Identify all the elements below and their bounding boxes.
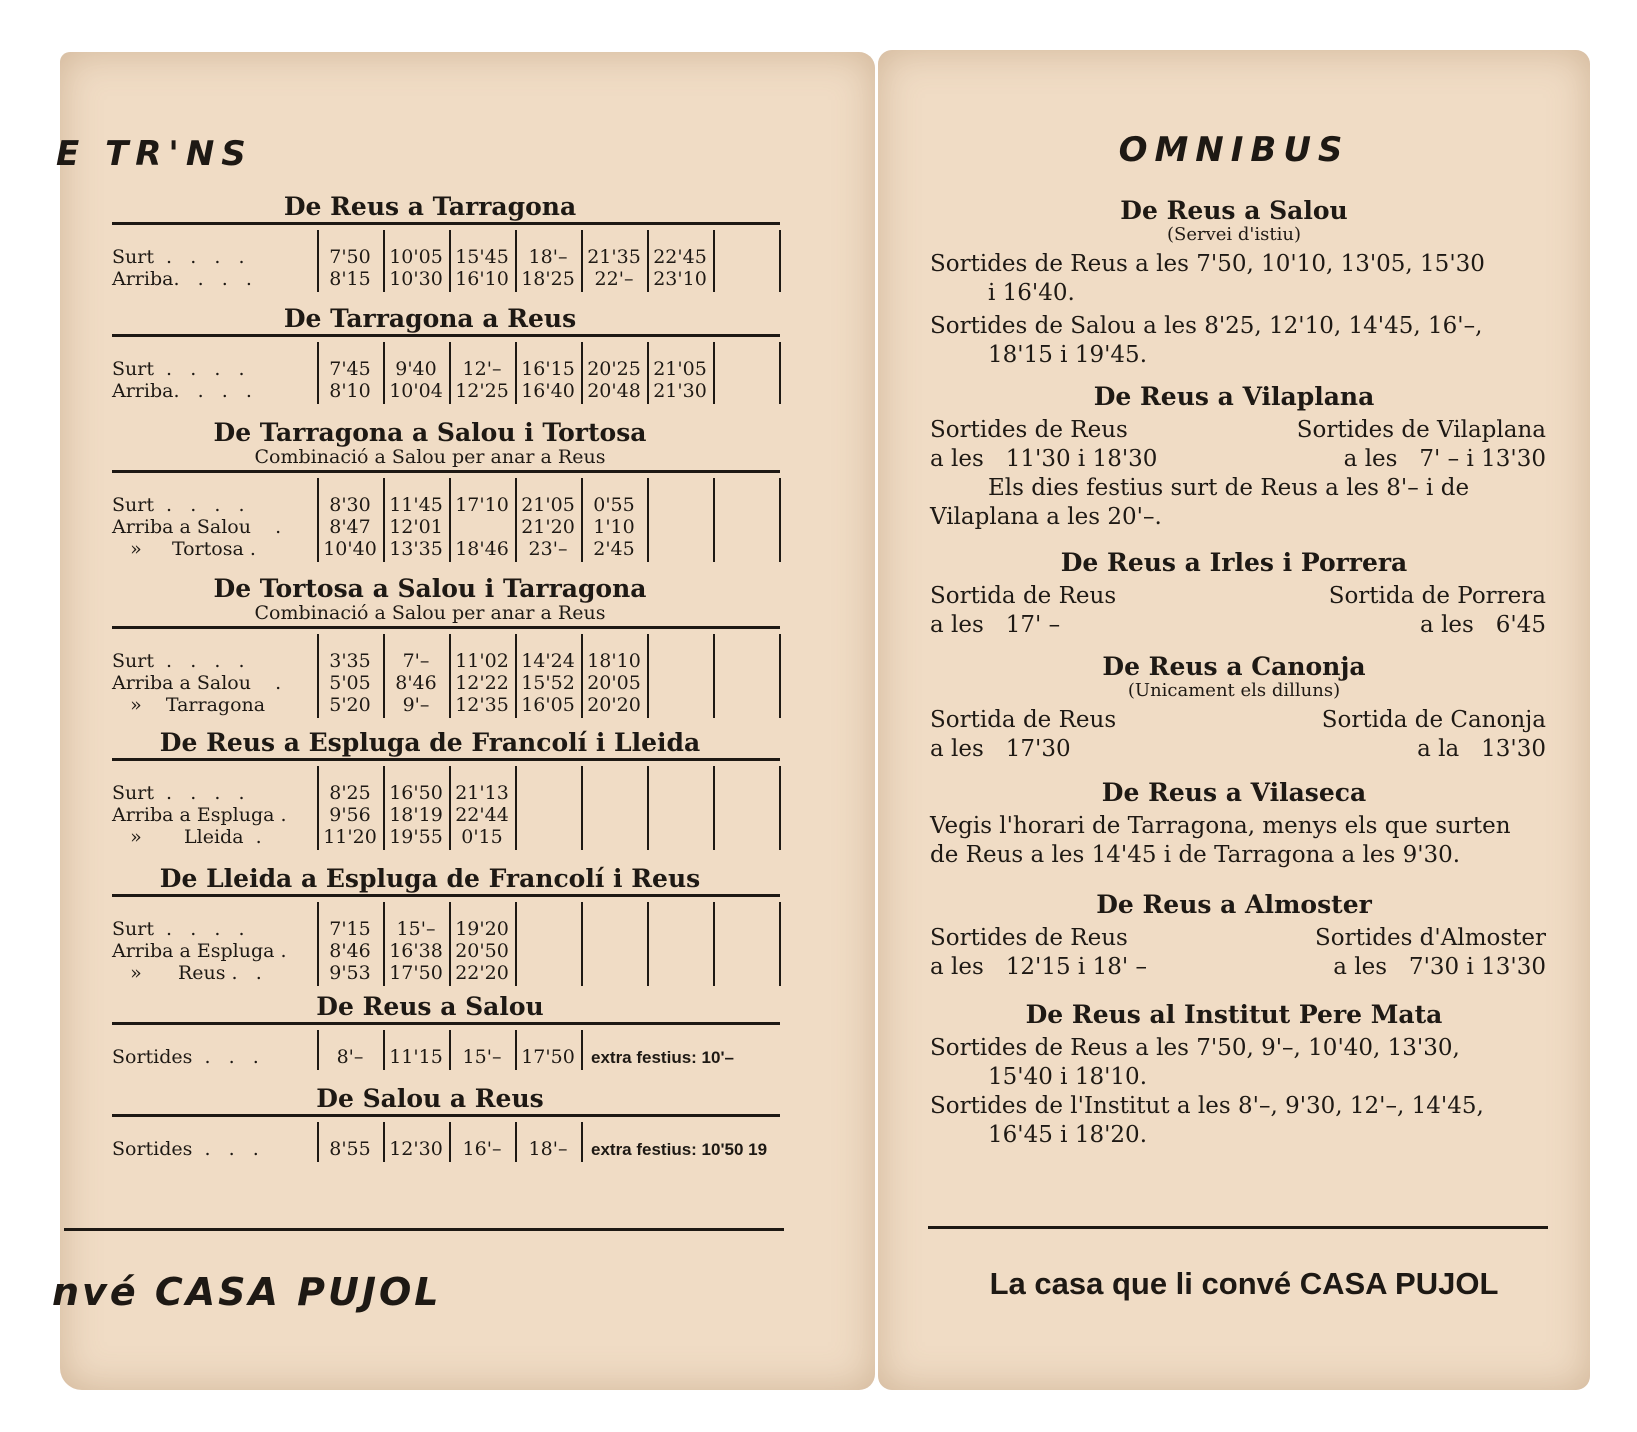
- time-cell: 15'–: [462, 1046, 502, 1068]
- column-divider: [581, 766, 583, 850]
- departure-right: Sortida de Canonja: [1321, 707, 1546, 733]
- time-cell: 10'40: [323, 538, 377, 560]
- row-labels: Surt . . . . Arriba a Espluga . » Lleida .: [112, 782, 287, 848]
- column-divider: [713, 902, 715, 986]
- time-cell: 21'20: [521, 516, 575, 538]
- time-cell: 23'10: [653, 268, 707, 290]
- extra-festius: extra festius: 10'50 19: [591, 1140, 768, 1159]
- time-cell: 18'19: [389, 804, 443, 826]
- time-cell: 2'45: [593, 538, 635, 560]
- section-rule: [112, 758, 780, 761]
- text-line: Sortides de Salou a les 8'25, 12'10, 14'45, 16'–,: [930, 313, 1483, 339]
- time-cell: 16'15: [521, 358, 575, 380]
- right-page-omnibus: [878, 50, 1590, 1390]
- column-divider: [581, 1122, 583, 1162]
- right-footer: La casa que li convé CASA PUJOL: [989, 1266, 1499, 1301]
- time-cell: 10'05: [389, 246, 443, 268]
- time-cell: 14'24: [521, 650, 575, 672]
- row-labels: Surt . . . . Arriba. . . .: [112, 358, 252, 402]
- time-cell: 20'48: [587, 380, 641, 402]
- time-cell: 12'–: [462, 358, 502, 380]
- route-title: De Reus al Institut Pere Mata: [1025, 1000, 1443, 1029]
- time-cell: 16'40: [521, 380, 575, 402]
- time-cell: 16'10: [455, 268, 509, 290]
- text-line: 18'15 i 19'45.: [988, 342, 1148, 368]
- route-title: De Tarragona a Salou i Tortosa: [213, 418, 647, 447]
- route-text: [930, 1034, 1550, 1150]
- departure-right: Sortides de Vilaplana: [1296, 417, 1546, 443]
- text-line: Els dies festius surt de Reus a les 8'– i de: [988, 475, 1470, 501]
- text-line: Sortides de l'Institut a les 8'–, 9'30, 12'–, 14'45,: [930, 1093, 1484, 1119]
- time-cell: 17'10: [455, 494, 509, 516]
- route-text: [930, 474, 1550, 532]
- text-line: Vilaplana a les 20'–.: [930, 504, 1162, 530]
- time-cell: 11'45: [389, 494, 443, 516]
- route-title: De Reus a Canonja: [1102, 652, 1366, 681]
- route-title: De Lleida a Espluga de Francolí i Reus: [159, 864, 701, 893]
- time-cell: 18'10: [587, 650, 641, 672]
- time-cell: 18'25: [521, 268, 575, 290]
- time-cell: 7'50: [329, 246, 371, 268]
- time-cell: 18'–: [528, 1138, 568, 1160]
- row-labels: Surt . . . . Arriba a Salou . » Tarragona: [112, 650, 282, 716]
- column-divider: [515, 766, 517, 850]
- time-cell: 8'–: [336, 1046, 364, 1068]
- text-line: de Reus a les 14'45 i de Tarragona a les 9'30.: [930, 842, 1461, 868]
- time-cell: 20'05: [587, 672, 641, 694]
- time-cell: 0'55: [593, 494, 635, 516]
- column-divider: [713, 478, 715, 562]
- column-divider: [581, 1030, 583, 1070]
- time-cell: 17'50: [521, 1046, 575, 1068]
- time-cell: 22'–: [594, 268, 634, 290]
- row-labels: Surt . . . . Arriba. . . .: [112, 246, 252, 290]
- time-cell: 16'05: [521, 694, 575, 716]
- time-cell: 17'50: [389, 962, 443, 984]
- route-text: [930, 812, 1550, 870]
- time-cell: 5'20: [329, 694, 371, 716]
- time-cell: 12'22: [455, 672, 509, 694]
- time-cell: 8'15: [329, 268, 371, 290]
- time-cell: 21'30: [653, 380, 707, 402]
- time-right: a les 7'30 i 13'30: [1333, 954, 1546, 980]
- section-rule: [112, 626, 780, 629]
- text-line: i 16'40.: [988, 280, 1075, 306]
- text-line: Sortides de Reus a les 7'50, 9'–, 10'40, 13'30,: [930, 1035, 1460, 1061]
- time-cell: 19'20: [455, 918, 509, 940]
- time-cell: 19'55: [389, 826, 443, 848]
- time-cell: 8'55: [329, 1138, 371, 1160]
- time-cell: 11'20: [323, 826, 377, 848]
- time-cell: 22'20: [455, 962, 509, 984]
- time-cell: 8'25: [329, 782, 371, 804]
- time-cell: 8'47: [329, 516, 371, 538]
- departure-left: Sortides de Reus: [930, 925, 1128, 951]
- omnibus-header: OMNIBUS: [1118, 130, 1350, 170]
- route-subtitle: Combinació a Salou per anar a Reus: [254, 602, 606, 624]
- column-divider: [779, 342, 781, 404]
- row-labels: Sortides . . .: [112, 1046, 259, 1068]
- time-cell: 5'05: [329, 672, 371, 694]
- time-cell: 8'30: [329, 494, 371, 516]
- departure-left: Sortida de Reus: [930, 583, 1117, 609]
- time-cell: 21'05: [653, 358, 707, 380]
- bottom-rule: [64, 1228, 784, 1231]
- time-cell: 22'44: [455, 804, 509, 826]
- time-cell: 11'15: [389, 1046, 443, 1068]
- departure-left: Sortida de Reus: [930, 707, 1117, 733]
- time-cell: 12'25: [455, 380, 509, 402]
- time-cell: 21'35: [587, 246, 641, 268]
- time-cell: 16'50: [389, 782, 443, 804]
- trains-header: E TR'NS: [56, 134, 253, 174]
- time-cell: 8'46: [329, 940, 371, 962]
- time-cell: 12'01: [389, 516, 443, 538]
- time-cell: 15'52: [521, 672, 575, 694]
- route-title: De Reus a Vilaseca: [1101, 778, 1367, 807]
- column-divider: [713, 766, 715, 850]
- route-text: [930, 312, 1550, 370]
- route-title: De Salou a Reus: [316, 1084, 544, 1113]
- column-divider: [713, 230, 715, 292]
- time-cell: 7'45: [329, 358, 371, 380]
- route-text: [930, 250, 1550, 308]
- time-right: a les 6'45: [1420, 612, 1546, 638]
- text-line: 16'45 i 18'20.: [988, 1122, 1148, 1148]
- route-subtitle: Combinació a Salou per anar a Reus: [254, 446, 606, 468]
- bottom-rule: [928, 1226, 1548, 1229]
- time-cell: 9'–: [402, 694, 430, 716]
- time-cell: 3'35: [329, 650, 371, 672]
- column-divider: [515, 902, 517, 986]
- route-subtitle: (Servei d'istiu): [1167, 224, 1301, 245]
- time-cell: 20'20: [587, 694, 641, 716]
- section-rule: [112, 470, 780, 473]
- time-cell: 20'50: [455, 940, 509, 962]
- time-cell: 9'56: [329, 804, 371, 826]
- column-divider: [779, 902, 781, 986]
- column-divider: [581, 902, 583, 986]
- extra-festius: extra festius: 10'–: [591, 1048, 734, 1067]
- section-rule: [112, 894, 780, 897]
- column-divider: [647, 478, 649, 562]
- time-cell: 18'46: [455, 538, 509, 560]
- time-cell: 12'35: [455, 694, 509, 716]
- time-cell: 9'53: [329, 962, 371, 984]
- text-line: Vegis l'horari de Tarragona, menys els que surten: [930, 813, 1511, 839]
- route-title: De Reus a Espluga de Francolí i Lleida: [159, 728, 701, 757]
- section-rule: [112, 1114, 780, 1117]
- time-cell: 13'35: [389, 538, 443, 560]
- time-cell: 0'15: [461, 826, 503, 848]
- time-cell: 22'45: [653, 246, 707, 268]
- time-cell: 10'30: [389, 268, 443, 290]
- section-rule: [112, 1022, 780, 1025]
- time-cell: 12'30: [389, 1138, 443, 1160]
- time-right: a la 13'30: [1417, 736, 1546, 762]
- section-rule: [112, 222, 780, 225]
- column-divider: [779, 766, 781, 850]
- time-cell: 15'45: [455, 246, 509, 268]
- time-left: a les 17' –: [930, 612, 1061, 638]
- time-cell: 21'05: [521, 494, 575, 516]
- column-divider: [779, 634, 781, 718]
- time-cell: 8'10: [329, 380, 371, 402]
- time-left: a les 17'30: [930, 736, 1071, 762]
- time-cell: 16'38: [389, 940, 443, 962]
- left-footer: nvé CASA PUJOL: [52, 1270, 442, 1314]
- section-rule: [112, 334, 780, 337]
- column-divider: [647, 902, 649, 986]
- time-cell: 11'02: [455, 650, 509, 672]
- time-cell: 16'–: [462, 1138, 502, 1160]
- time-cell: 1'10: [593, 516, 635, 538]
- route-title: De Reus a Salou: [1120, 196, 1348, 225]
- text-line: Sortides de Reus a les 7'50, 10'10, 13'05, 15'30: [930, 251, 1485, 277]
- text-line: 15'40 i 18'10.: [988, 1064, 1148, 1090]
- route-subtitle: (Unicament els dilluns): [1127, 680, 1341, 701]
- column-divider: [713, 342, 715, 404]
- time-cell: 18'–: [528, 246, 568, 268]
- time-right: a les 7' – i 13'30: [1343, 446, 1546, 472]
- time-cell: 9'40: [395, 358, 437, 380]
- row-labels: Sortides . . .: [112, 1138, 259, 1160]
- row-labels: Surt . . . . Arriba a Salou . » Tortosa .: [112, 494, 282, 560]
- route-title: De Reus a Vilaplana: [1093, 382, 1375, 411]
- row-labels: Surt . . . . Arriba a Espluga . » Reus . .: [112, 918, 287, 984]
- column-divider: [779, 478, 781, 562]
- column-divider: [779, 230, 781, 292]
- time-left: a les 11'30 i 18'30: [930, 446, 1158, 472]
- time-left: a les 12'15 i 18' –: [930, 954, 1147, 980]
- departure-left: Sortides de Reus: [930, 417, 1128, 443]
- time-cell: 15'–: [396, 918, 436, 940]
- time-cell: 7'–: [402, 650, 430, 672]
- column-divider: [647, 634, 649, 718]
- route-title: De Reus a Tarragona: [283, 192, 577, 221]
- column-divider: [647, 766, 649, 850]
- left-page-trains: [52, 52, 875, 1390]
- route-title: De Reus a Salou: [316, 992, 544, 1021]
- route-title: De Reus a Almoster: [1096, 890, 1372, 919]
- column-divider: [713, 634, 715, 718]
- time-cell: 7'15: [329, 918, 371, 940]
- departure-right: Sortides d'Almoster: [1315, 925, 1546, 951]
- departure-right: Sortida de Porrera: [1328, 583, 1546, 609]
- time-cell: 8'46: [395, 672, 437, 694]
- time-cell: 10'04: [389, 380, 443, 402]
- route-title: De Tarragona a Reus: [283, 304, 577, 333]
- route-title: De Tortosa a Salou i Tarragona: [213, 574, 647, 603]
- time-cell: 21'13: [455, 782, 509, 804]
- time-cell: 20'25: [587, 358, 641, 380]
- time-cell: 23'–: [528, 538, 568, 560]
- route-title: De Reus a Irles i Porrera: [1060, 548, 1408, 577]
